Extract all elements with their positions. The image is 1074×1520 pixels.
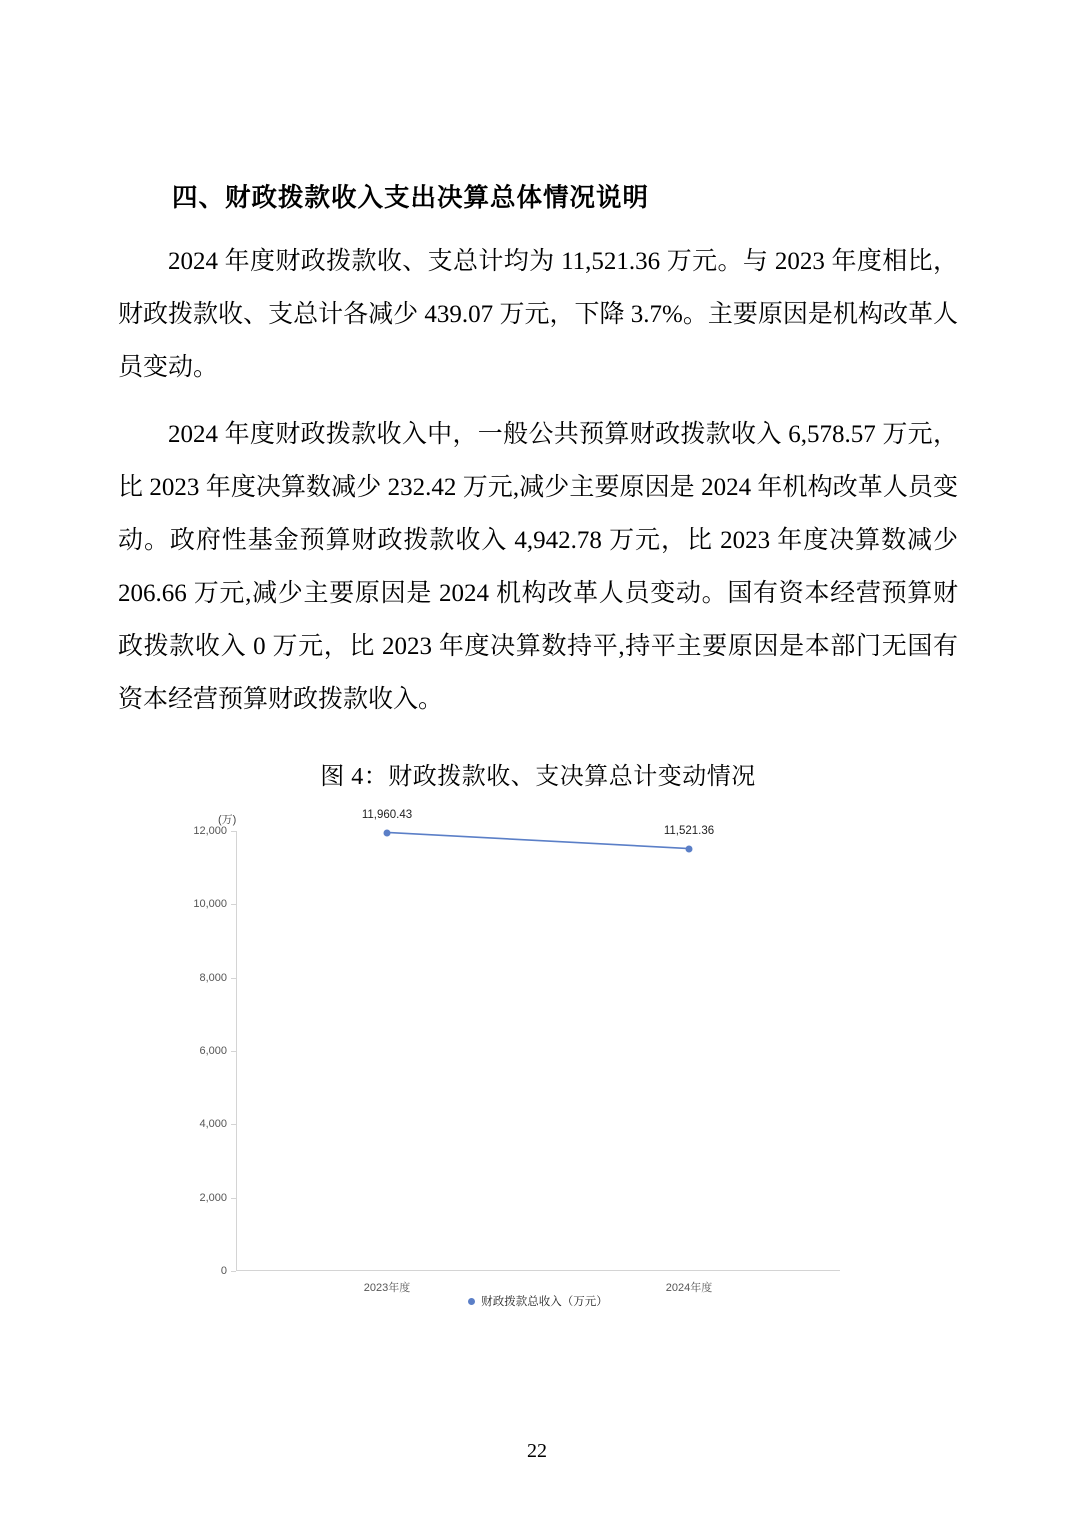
y-axis-tick-label: 10,000 [193, 898, 227, 911]
page-content [118, 0, 958, 1329]
chart-plot-area [193, 808, 840, 1295]
x-axis-tick-label: 2023年度 [363, 1282, 411, 1295]
section-heading: 四、财政拨款收入支出决算总体情况说明 [172, 184, 650, 212]
y-axis-tick-label: 12,000 [193, 825, 227, 838]
data-point-label: 11,960.43 [361, 808, 413, 821]
chart-legend [118, 1293, 958, 1309]
data-point-marker [384, 829, 391, 836]
legend-label: 财政拨款总收入（万元） [481, 1296, 608, 1309]
y-axis-tick-label: 8,000 [199, 971, 227, 984]
y-axis-tick-label: 6,000 [199, 1045, 227, 1058]
x-axis-tick-label: 2024年度 [665, 1282, 713, 1295]
data-point-marker [686, 845, 693, 852]
paragraph-financial-breakdown: 2024 年度财政拨款收入中，一般公共预算财政拨款收入 6,578.57 万元，比 2023 年度决算数减少 232.42 万元,减少主要原因是 2024 年机构改革人员变动。政府性基金预算财政拨款收入 4,942.78 万元，比 2023 年度决算数减少 206.66 万元,减少主要原因是 2024 机构改革人员变动。国有资本经营预算财政拨款收入 0 万元，比 2023 年度决算数持平,持平主要原因是本部门无国有资本经营预算财政拨款收入。 [118, 421, 958, 714]
legend-marker-icon [468, 1298, 475, 1305]
line-chart [118, 809, 958, 1329]
y-axis-tick-label: 2,000 [199, 1191, 227, 1204]
page-number: 22 [527, 1440, 547, 1462]
y-axis-tick-mark [231, 1271, 236, 1272]
y-axis-tick-label: 0 [220, 1265, 227, 1278]
series-line [236, 831, 840, 1271]
data-point-label: 11,521.36 [663, 824, 715, 837]
paragraph-financial-total: 2024 年度财政拨款收、支总计均为 11,521.36 万元。与 2023 年度相比，财政拨款收、支总计各减少 439.07 万元，下降 3.7%。主要原因是机构改革人员变动。 [118, 248, 958, 382]
figure-caption: 图 4：财政拨款收、支决算总计变动情况 [320, 764, 756, 791]
y-axis-tick-label: 4,000 [199, 1118, 227, 1131]
chart-unit-label: (万) [218, 814, 237, 827]
